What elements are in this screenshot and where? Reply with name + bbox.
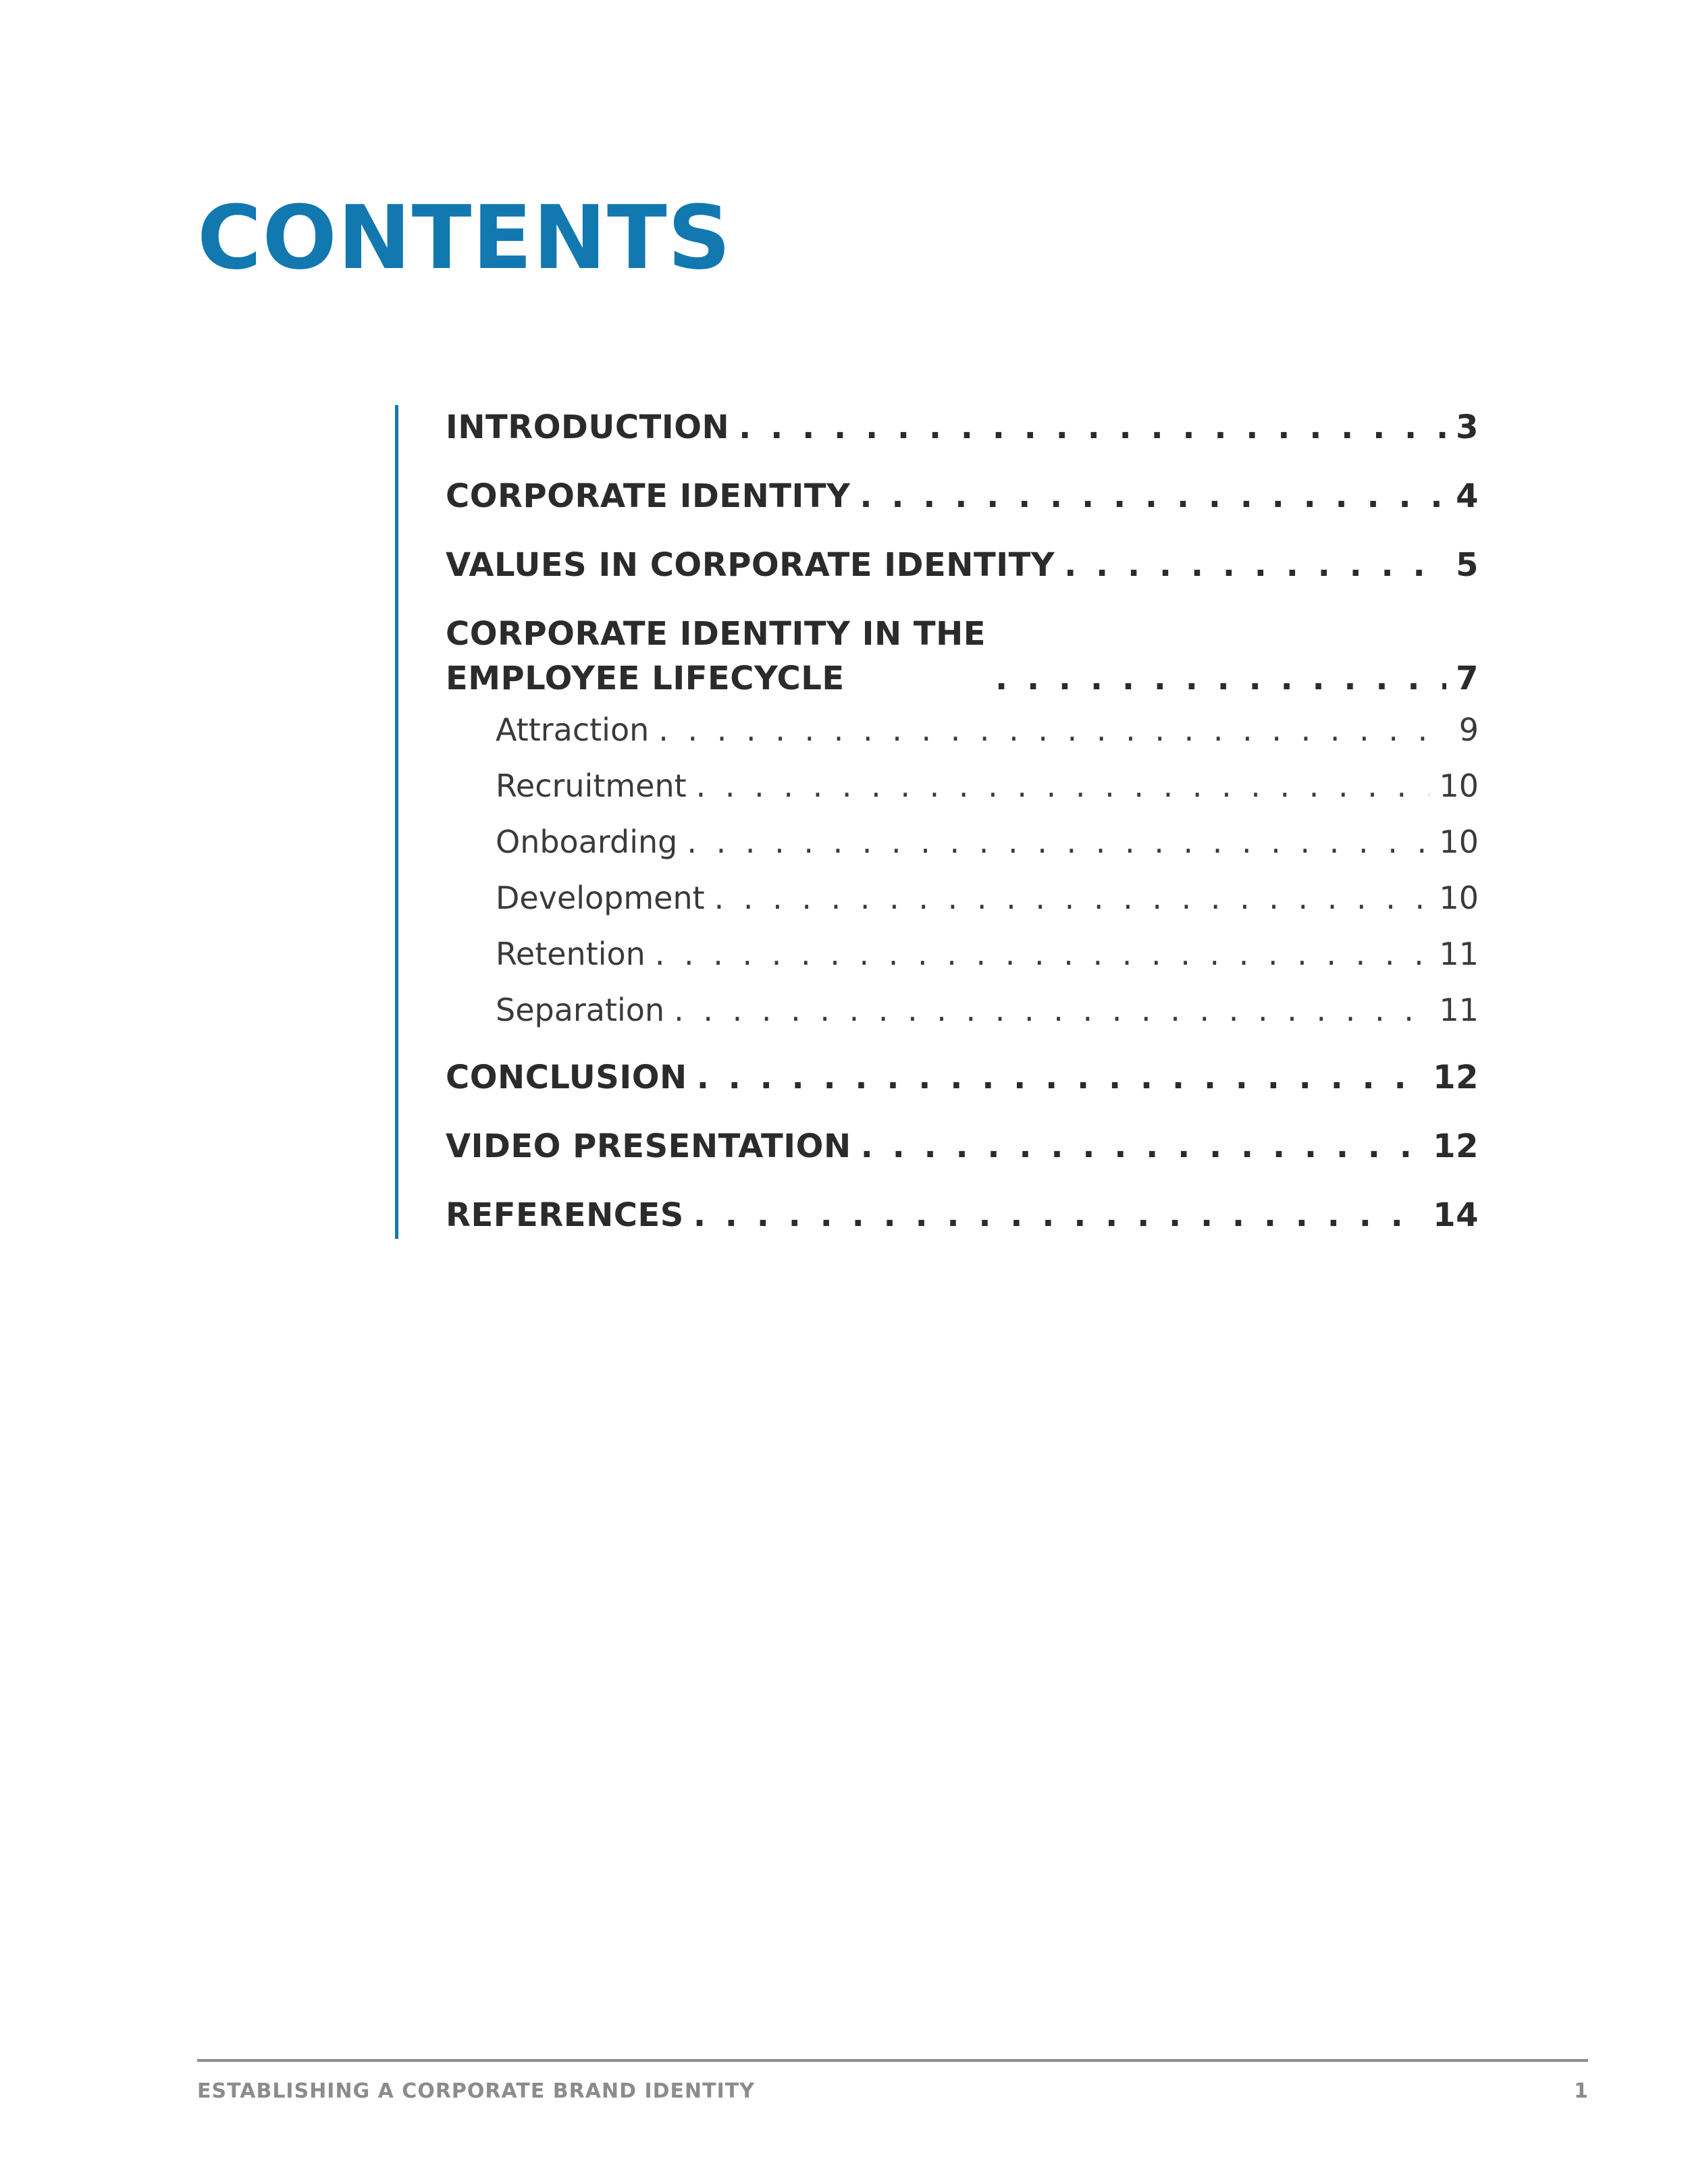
toc-entry-page: 12 — [1433, 1127, 1479, 1165]
toc-entry-label: Onboarding — [496, 824, 678, 860]
toc-subentry-retention[interactable] — [446, 932, 1479, 976]
dot-leader — [658, 708, 1449, 752]
toc-entry-values-in-corporate-identity[interactable] — [446, 543, 1479, 587]
toc-entry-introduction[interactable] — [446, 405, 1479, 450]
toc-entry-references[interactable] — [446, 1193, 1479, 1237]
toc-entry-page: 9 — [1458, 712, 1479, 748]
toc-subentry-recruitment[interactable] — [446, 764, 1479, 808]
toc-subentry-development[interactable] — [446, 876, 1479, 920]
table-of-contents — [395, 405, 1479, 1239]
toc-entry-page: 10 — [1439, 824, 1479, 860]
toc-entry-page: 12 — [1433, 1059, 1479, 1096]
toc-entry-label-line1: CORPORATE IDENTITY IN THE — [446, 615, 986, 653]
toc-entry-label: INTRODUCTION — [446, 408, 730, 446]
page-title: CONTENTS — [197, 186, 732, 289]
toc-entry-page: 7 — [1456, 660, 1479, 697]
dot-leader — [687, 820, 1429, 864]
toc-entry-video-presentation[interactable] — [446, 1124, 1479, 1169]
toc-entry-label-stack — [446, 612, 986, 701]
dot-leader — [696, 764, 1430, 808]
dot-leader — [995, 656, 1446, 701]
footer-document-title: ESTABLISHING A CORPORATE BRAND IDENTITY — [197, 2079, 755, 2103]
toc-list — [446, 405, 1479, 1262]
toc-entry-page: 11 — [1439, 936, 1479, 972]
toc-entry-page: 10 — [1439, 880, 1479, 916]
toc-entry-page: 14 — [1433, 1196, 1479, 1234]
toc-entry-label: REFERENCES — [446, 1196, 684, 1234]
dot-leader — [674, 988, 1429, 1032]
dot-leader — [739, 405, 1446, 450]
dot-leader — [861, 1124, 1424, 1169]
toc-entry-label: Retention — [496, 936, 645, 972]
toc-subentry-onboarding[interactable] — [446, 820, 1479, 864]
toc-entry-page: 5 — [1456, 546, 1479, 584]
toc-entry-conclusion[interactable] — [446, 1055, 1479, 1100]
dot-leader — [860, 474, 1446, 518]
toc-entry-page: 10 — [1439, 768, 1479, 804]
footer-page-number: 1 — [1574, 2079, 1588, 2103]
dot-leader — [693, 1193, 1423, 1237]
dot-leader — [714, 876, 1430, 920]
toc-subentry-attraction[interactable] — [446, 708, 1479, 752]
toc-entry-employee-lifecycle[interactable] — [446, 612, 1479, 701]
toc-subentry-separation[interactable] — [446, 988, 1479, 1032]
footer-divider — [197, 2059, 1588, 2062]
toc-entry-page: 4 — [1456, 477, 1479, 515]
toc-entry-page: 3 — [1456, 408, 1479, 446]
toc-entry-label: Development — [496, 880, 705, 916]
toc-entry-corporate-identity[interactable] — [446, 474, 1479, 518]
toc-entry-page: 11 — [1439, 992, 1479, 1028]
toc-entry-label: VIDEO PRESENTATION — [446, 1127, 851, 1165]
dot-leader — [655, 932, 1430, 976]
toc-entry-label: VALUES IN CORPORATE IDENTITY — [446, 546, 1055, 584]
toc-entry-label-line2: EMPLOYEE LIFECYCLE — [446, 660, 845, 697]
dot-leader — [1064, 543, 1446, 587]
toc-entry-label: Attraction — [496, 712, 650, 748]
toc-entry-label: Recruitment — [496, 768, 687, 804]
dot-leader — [697, 1055, 1424, 1100]
toc-entry-label: Separation — [496, 992, 665, 1028]
toc-entry-label: CORPORATE IDENTITY — [446, 477, 851, 515]
toc-entry-label: CONCLUSION — [446, 1059, 687, 1096]
